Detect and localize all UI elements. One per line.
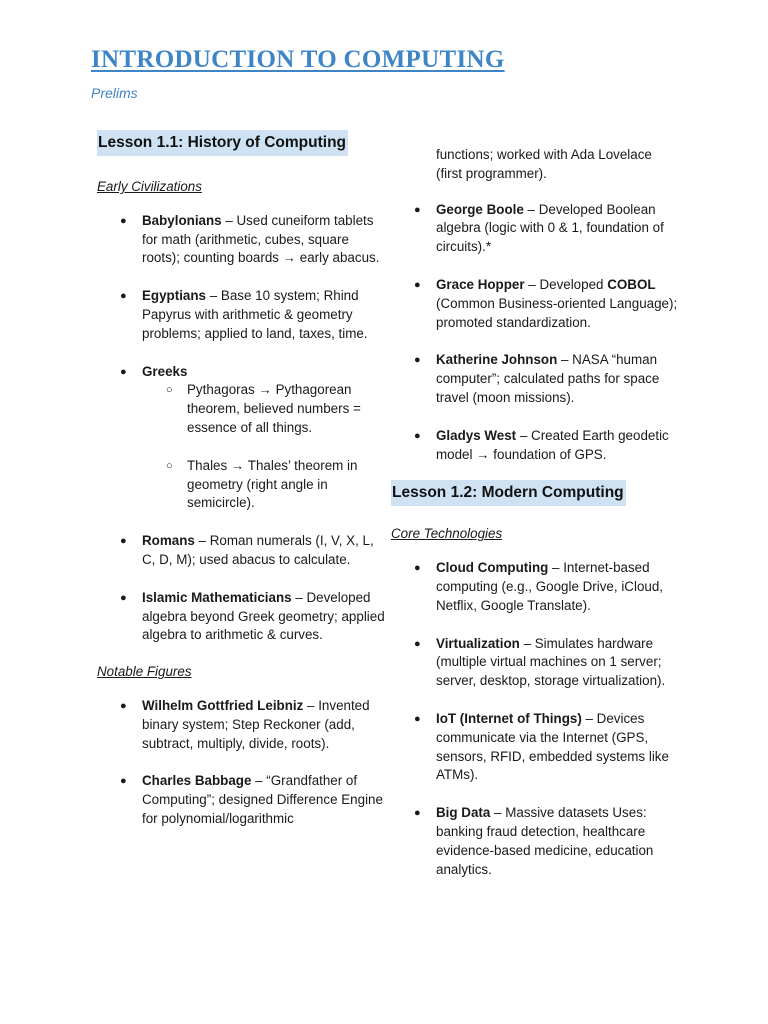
bullet-icon: [414, 710, 421, 729]
list-item-west: ● Gladys West – Created Earth geodetic model → foundation of GPS.: [391, 427, 681, 465]
core-technologies-list: [391, 559, 681, 879]
document-subtitle: Prelims: [91, 85, 138, 101]
bullet-icon: [120, 287, 127, 306]
bullet-icon: [414, 351, 421, 370]
early-civilizations-heading: Early Civilizations: [97, 179, 202, 194]
lesson-1-2-heading: Lesson 1.2: Modern Computing: [391, 480, 626, 506]
notable-figures-list-continued: [391, 201, 681, 465]
lesson-1-1-heading: Lesson 1.1: History of Computing: [97, 130, 348, 156]
bullet-icon: [414, 559, 421, 578]
core-technologies-heading: Core Technologies: [391, 526, 503, 542]
right-column: [391, 146, 681, 879]
list-item-cloud-computing: ● Cloud Computing – Internet-based computing (e.g., Google Drive, iCloud, Netflix, Google Translate).: [391, 559, 681, 615]
greeks-sublist: [142, 381, 387, 513]
list-item-virtualization: ● Virtualization – Simulates hardware (multiple virtual machines on 1 server; server, desktop, storage virtualization).: [391, 635, 681, 691]
early-civilizations-list: [97, 212, 387, 645]
list-item-greeks: ● Greeks ○ Pythagoras → Pythagorean theorem, believed numbers = essence of all things. ○ Thales → Thales’ theorem in geometry (right angle in semicircle).: [97, 363, 387, 514]
list-item-egyptians: ● Egyptians – Base 10 system; Rhind Papyrus with arithmetic & geometry problems; applied to land, taxes, time.: [97, 287, 387, 343]
document-title: INTRODUCTION TO COMPUTING: [91, 46, 505, 73]
list-item-hopper: ● Grace Hopper – Developed COBOL (Common Business-oriented Language); promoted standardization.: [391, 276, 681, 332]
list-item-romans: ● Romans – Roman numerals (I, V, X, L, C, D, M); used abacus to calculate.: [97, 532, 387, 570]
list-item-leibniz: ● Wilhelm Gottfried Leibniz – Invented binary system; Step Reckoner (add, subtract, multiply, divide, roots).: [97, 697, 387, 753]
list-item-babylonians: ● Babylonians – Used cuneiform tablets for math (arithmetic, cubes, square roots); counting boards → early abacus.: [97, 212, 387, 268]
bullet-icon: [414, 276, 421, 295]
bullet-icon: [120, 589, 127, 608]
circle-bullet-icon: [166, 457, 173, 476]
notable-figures-heading: Notable Figures: [97, 664, 192, 680]
bullet-icon: [120, 697, 127, 716]
bullet-icon: [414, 804, 421, 823]
notable-figures-list: [97, 697, 387, 829]
bullet-icon: [414, 635, 421, 654]
list-item-johnson: ● Katherine Johnson – NASA “human computer”; calculated paths for space travel (moon missions).: [391, 351, 681, 407]
circle-bullet-icon: [166, 381, 173, 400]
bullet-icon: [120, 212, 127, 231]
list-item-iot: ● IoT (Internet of Things) – Devices communicate via the Internet (GPS, sensors, RFID, embedded systems like ATMs).: [391, 710, 681, 785]
bullet-icon: [414, 427, 421, 446]
bullet-icon: [414, 201, 421, 220]
list-item-islamic-mathematicians: ● Islamic Mathematicians – Developed algebra beyond Greek geometry; applied algebra to arithmetic & curves.: [97, 589, 387, 645]
sublist-item-pythagoras: ○ Pythagoras → Pythagorean theorem, believed numbers = essence of all things.: [142, 381, 387, 437]
left-column: [97, 130, 387, 829]
list-item-babbage: ● Charles Babbage – “Grandfather of Computing”; designed Difference Engine for polynomial/logarithmic: [97, 772, 387, 828]
bullet-icon: [120, 363, 127, 382]
list-item-big-data: ● Big Data – Massive datasets Uses: banking fraud detection, healthcare evidence-based medicine, education analytics.: [391, 804, 681, 879]
bullet-icon: [120, 772, 127, 791]
list-item-boole: ● George Boole – Developed Boolean algebra (logic with 0 & 1, foundation of circuits).*: [391, 201, 681, 257]
bullet-icon: [120, 532, 127, 551]
babbage-continuation: functions; worked with Ada Lovelace (first programmer).: [436, 147, 652, 181]
sublist-item-thales: ○ Thales → Thales’ theorem in geometry (right angle in semicircle).: [142, 457, 387, 513]
